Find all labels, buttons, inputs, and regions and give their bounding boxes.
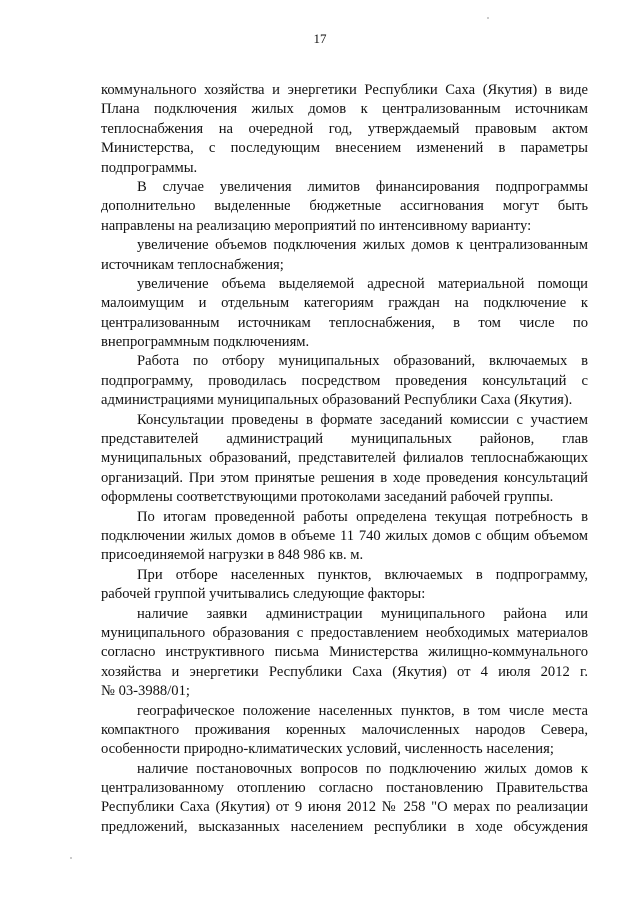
text-line: Министерства, с последующим внесением изменений в параметры <box>101 140 588 157</box>
text-line: В случае увеличения лимитов финансирования подпрограммы <box>137 178 588 195</box>
text-line: увеличение объемов подключения жилых домов к централизованным <box>137 237 588 254</box>
text-line: малоимущим и отдельным категориям граждан на подключение к <box>101 295 588 312</box>
text-line: № 03-3988/01; <box>101 683 190 700</box>
text-line: представителей администраций муниципальных районов, глав <box>101 431 588 448</box>
text-line: теплоснабжения на очередной год, утверждаемый правовым актом <box>101 120 588 137</box>
text-line: внепрограммным подключениям. <box>101 334 310 351</box>
text-line: присоединяемой нагрузки в 848 986 кв. м. <box>101 547 364 564</box>
text-line: централизованным источникам теплоснабжения, в том числе по <box>101 314 588 331</box>
text-line: географическое положение населенных пунктов, в том числе места <box>137 702 588 719</box>
text-line: организаций. При этом принятые решения в ходе проведения консультаций <box>101 469 588 486</box>
text-line: Республики Саха (Якутия) от 9 июня 2012 № 258 "О мерах по реализации <box>101 799 588 816</box>
text-line: Консультации проведены в формате заседаний комиссии с участием <box>137 411 588 428</box>
text-line: увеличение объема выделяемой адресной материальной помощи <box>137 275 588 292</box>
text-line: предложений, высказанных населением республики в ходе обсуждения <box>101 818 588 835</box>
text-line: подпрограмму, проводилась посредством проведения консультаций с <box>101 372 588 389</box>
text-line: согласно инструктивного письма Министерства жилищно-коммунального <box>101 644 588 661</box>
page-number: 17 <box>313 31 327 46</box>
text-line: наличие заявки администрации муниципального района или <box>137 605 588 622</box>
text-line: рабочей группой учитывались следующие факторы: <box>101 586 426 603</box>
text-line: муниципального образования с предоставлением необходимых материалов <box>101 624 588 641</box>
scan-speck <box>70 857 72 859</box>
text-line: муниципальных образований, представителей филиалов теплоснабжающих <box>101 450 588 467</box>
text-line: Плана подключения жилых домов к централизованным источникам <box>101 101 588 118</box>
text-line: дополнительно выделенные бюджетные ассигнования могут быть <box>101 198 588 215</box>
text-line: хозяйства и энергетики Республики Саха (Якутия) от 4 июля 2012 г. <box>101 663 588 680</box>
text-line: источникам теплоснабжения; <box>101 256 284 273</box>
text-line: оформлены соответствующими протоколами заседаний рабочей группы. <box>101 489 554 506</box>
text-line: компактного проживания коренных малочисленных народов Севера, <box>101 721 588 738</box>
body-text <box>101 81 588 837</box>
text-line: По итогам проведенной работы определена текущая потребность в <box>137 508 588 525</box>
text-line: Работа по отбору муниципальных образований, включаемых в <box>137 353 588 370</box>
text-line: администрациями муниципальных образований Республики Саха (Якутия). <box>101 392 573 409</box>
text-line: подключении жилых домов в объеме 11 740 жилых домов с общим объемом <box>101 527 588 544</box>
text-line: централизованному отоплению согласно постановлению Правительства <box>101 780 588 797</box>
text-line: подпрограммы. <box>101 159 198 176</box>
text-line: наличие постановочных вопросов по подключению жилых домов к <box>137 760 588 777</box>
text-line: направлены на реализацию мероприятий по интенсивному варианту: <box>101 217 532 234</box>
text-line: коммунального хозяйства и энергетики Республики Саха (Якутия) в виде <box>101 82 588 98</box>
scan-speck <box>487 17 489 19</box>
text-line: При отборе населенных пунктов, включаемых в подпрограмму, <box>137 566 588 583</box>
text-line: особенности природно-климатических условий, численность населения; <box>101 741 554 758</box>
